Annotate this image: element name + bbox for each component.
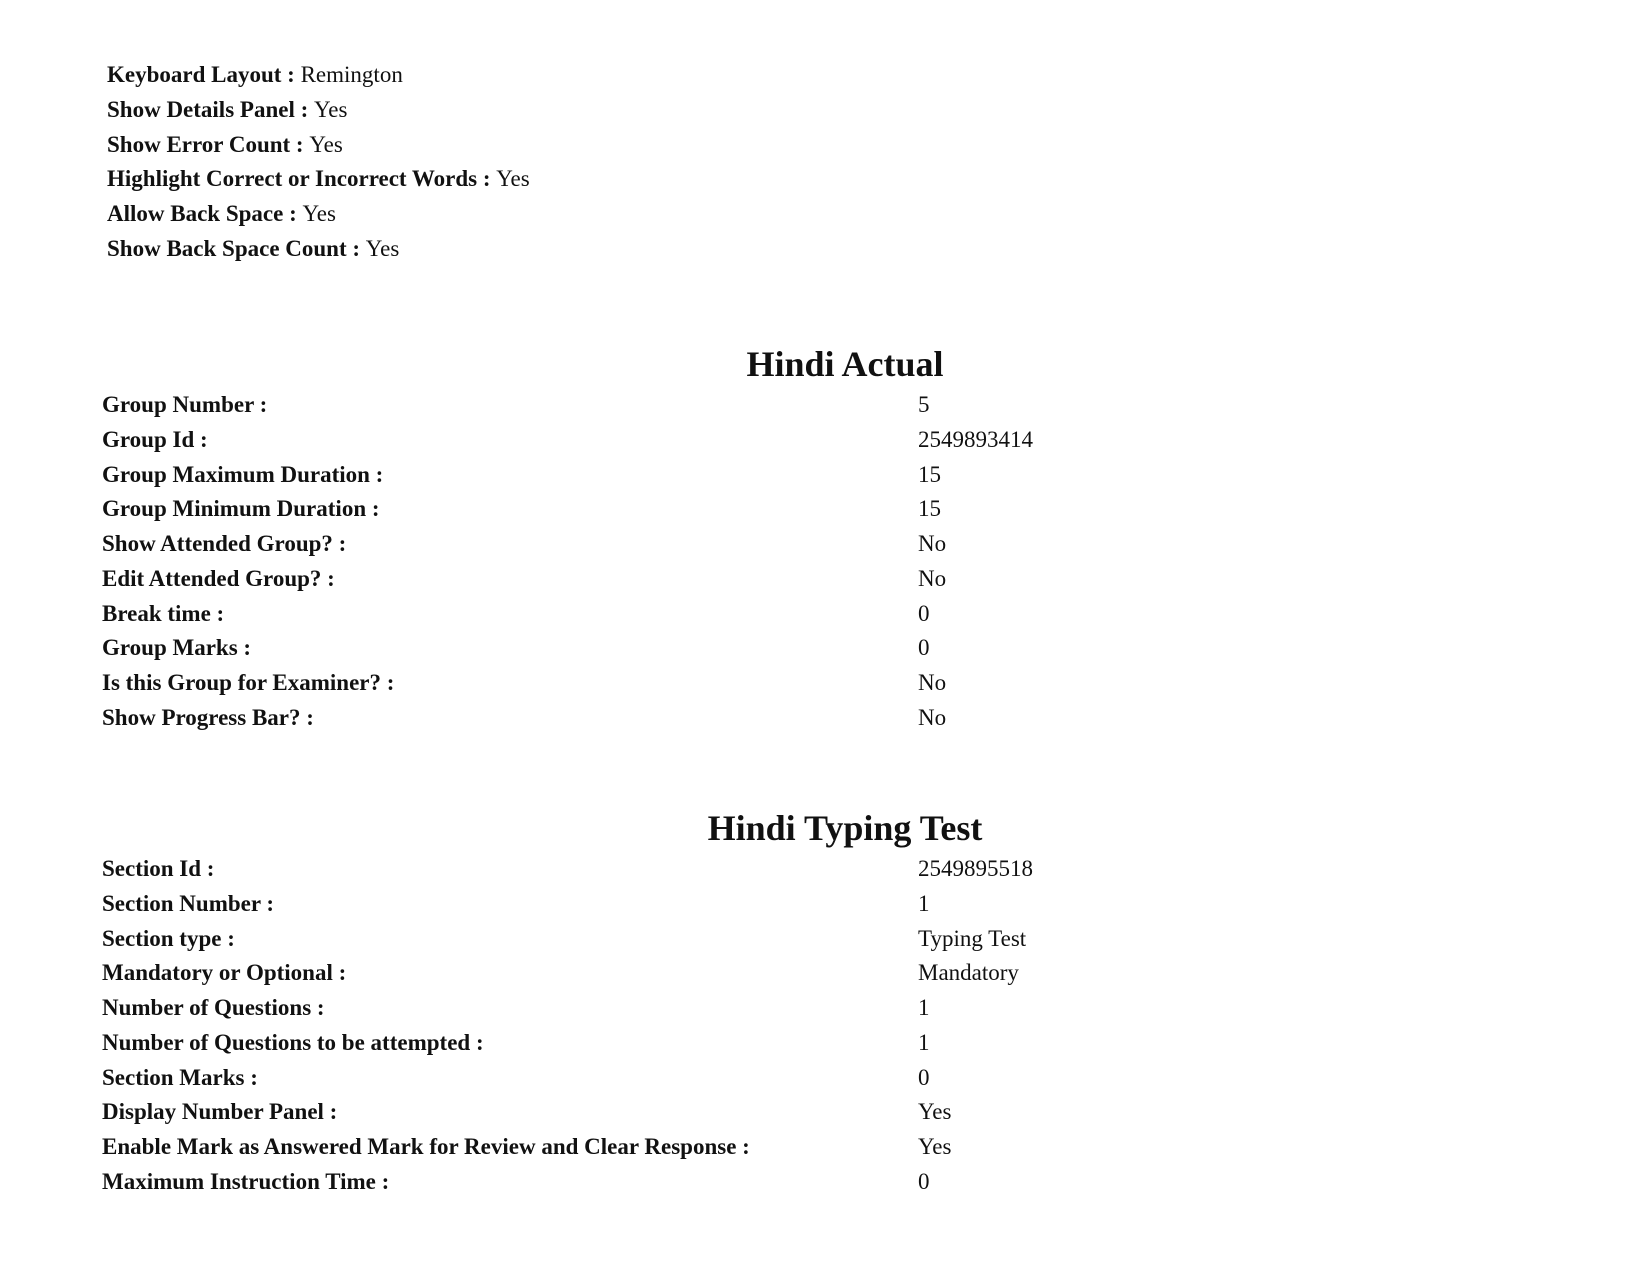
section-row-type xyxy=(102,922,1027,957)
group-row-max-duration xyxy=(102,458,941,493)
row-value: Typing Test xyxy=(918,925,1027,951)
group-row-edit-attended xyxy=(102,562,947,597)
row-value: No xyxy=(918,704,947,730)
setting-show-details-panel xyxy=(107,93,530,128)
setting-show-back-space-count xyxy=(107,232,530,267)
section-title: Hindi Typing Test xyxy=(707,808,983,848)
section-row-marks xyxy=(102,1061,930,1096)
setting-value: Remington xyxy=(300,62,403,87)
row-label: Number of Questions : xyxy=(102,995,325,1020)
section-row-mark-answered xyxy=(102,1130,952,1165)
row-label: Show Progress Bar? : xyxy=(102,704,314,730)
row-value: 0 xyxy=(918,635,930,661)
setting-show-error-count xyxy=(107,128,530,163)
group-title: Hindi Actual xyxy=(746,344,944,384)
row-value: No xyxy=(918,531,947,556)
row-value: No xyxy=(918,670,947,695)
group-row-marks xyxy=(102,631,930,666)
section-row-questions-attempted xyxy=(102,1026,930,1061)
row-value: 0 xyxy=(918,1064,930,1090)
row-label: Edit Attended Group? : xyxy=(102,565,335,591)
section-row-id xyxy=(102,852,1033,887)
row-label: Section Number : xyxy=(102,890,275,916)
section-row-num-questions xyxy=(102,991,930,1026)
group-row-id xyxy=(102,423,1033,458)
row-value: No xyxy=(918,565,947,591)
setting-label: Highlight Correct or Incorrect Words : xyxy=(107,166,497,192)
setting-allow-back-space xyxy=(107,197,530,232)
section-row-mandatory xyxy=(102,956,1019,991)
row-label: Break time : xyxy=(102,600,225,626)
row-label: Enable Mark as Answered Mark for Review and Clear Response : xyxy=(102,1134,750,1159)
row-label: Group Maximum Duration : xyxy=(102,461,384,487)
group-row-min-duration xyxy=(102,492,941,527)
setting-label: Allow Back Space : xyxy=(107,201,303,227)
row-label: Mandatory or Optional : xyxy=(102,960,347,986)
row-value: Yes xyxy=(918,1134,952,1159)
setting-value: Yes xyxy=(309,131,343,157)
row-label: Section type : xyxy=(102,925,235,951)
row-value: 2549895518 xyxy=(918,856,1033,881)
row-label: Group Number : xyxy=(102,392,268,417)
setting-value: Yes xyxy=(302,201,336,227)
group-row-break-time xyxy=(102,597,930,632)
row-value: 15 xyxy=(918,496,941,522)
row-value: 1 xyxy=(918,890,930,916)
row-label: Is this Group for Examiner? : xyxy=(102,670,395,695)
setting-keyboard-layout xyxy=(107,58,530,93)
setting-label: Keyboard Layout : xyxy=(107,62,301,87)
row-value: 0 xyxy=(918,1168,930,1194)
setting-label: Show Details Panel : xyxy=(107,96,314,122)
row-value: 1 xyxy=(918,1029,930,1055)
setting-value: Yes xyxy=(365,235,400,261)
row-value: 1 xyxy=(918,995,930,1020)
section-row-instruction-time xyxy=(102,1165,930,1200)
row-value: 5 xyxy=(918,392,930,417)
group-row-progress-bar xyxy=(102,701,947,736)
section-details xyxy=(102,852,1033,1200)
row-value: 0 xyxy=(918,600,930,626)
row-label: Number of Questions to be attempted : xyxy=(102,1029,484,1055)
row-label: Maximum Instruction Time : xyxy=(102,1168,390,1194)
setting-value: Yes xyxy=(314,96,348,122)
row-value: 2549893414 xyxy=(918,426,1033,452)
setting-highlight-words xyxy=(107,162,530,197)
row-value: Mandatory xyxy=(918,960,1019,986)
setting-value: Yes xyxy=(496,166,530,192)
row-label: Section Marks : xyxy=(102,1064,258,1090)
setting-label: Show Error Count : xyxy=(107,131,310,157)
row-label: Group Id : xyxy=(102,426,208,452)
group-details xyxy=(102,388,1033,736)
settings-list xyxy=(107,58,530,267)
row-label: Display Number Panel : xyxy=(102,1099,338,1125)
group-row-show-attended xyxy=(102,527,947,562)
row-value: 15 xyxy=(918,461,941,487)
row-label: Show Attended Group? : xyxy=(102,531,347,556)
section-row-number-panel xyxy=(102,1095,952,1130)
section-row-number xyxy=(102,887,930,922)
group-row-examiner xyxy=(102,666,947,701)
row-value: Yes xyxy=(918,1099,952,1125)
row-label: Group Minimum Duration : xyxy=(102,496,380,522)
setting-label: Show Back Space Count : xyxy=(107,235,366,261)
group-row-number xyxy=(102,388,930,423)
row-label: Section Id : xyxy=(102,856,215,881)
row-label: Group Marks : xyxy=(102,635,252,661)
